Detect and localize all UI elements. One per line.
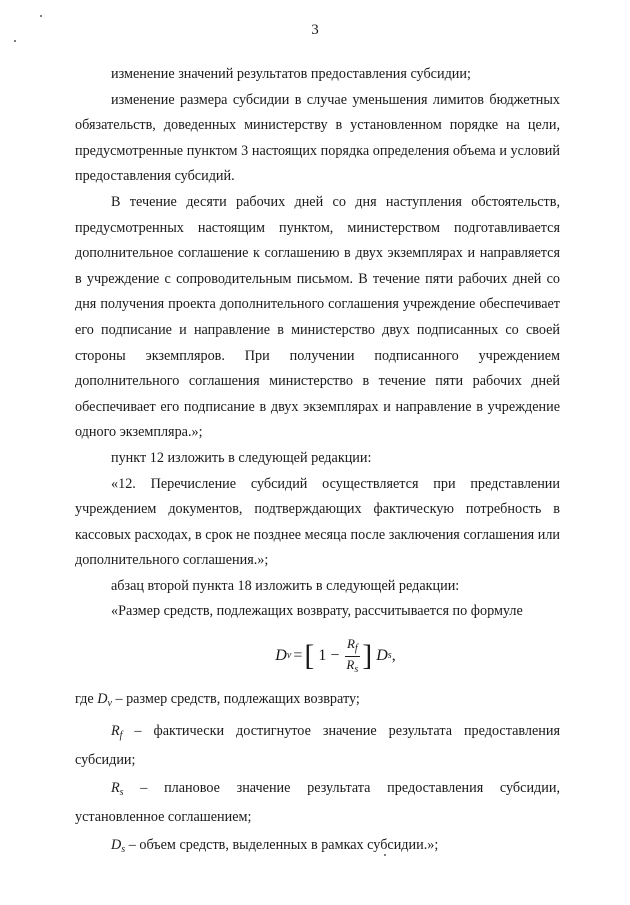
fraction-denominator: $R_s$ [346,656,359,675]
page-number: 3 [311,22,319,38]
formula-one: 1 [318,647,327,665]
formula-rhs: D [376,647,388,665]
refund-formula [111,625,560,687]
paragraph: «12. Перечисление субсидий осуществляется при представлении учреждением документов, подтверждающих фактическую потребность в кассовых расходах, в срок не позднее месяца после заключения соглашения или дополнительного соглашения.»; [75,475,560,569]
left-bracket: [ [304,639,315,673]
fraction-numerator: $R_f$ [345,636,360,657]
scan-speck [14,40,16,42]
formula-lhs-sub: v [286,650,292,662]
formula-rhs-sub: s [387,650,392,662]
paragraph: В течение десяти рабочих дней со дня наступления обстоятельств, предусмотренных настоящим пунктом, министерством подготавливается дополнительное соглашение к соглашению в двух экземплярах и направляется в учреждение с сопроводительным письмом. В течение пяти рабочих дней со дня получения проекта дополнительного соглашения учреждение обеспечивает его подписание и направление в министерство двух подписанных со своей стороны экземпляров. При получении подписанного учреждением дополнительного соглашения министерство в течение пяти рабочих дней обеспечивает его подписание в двух экземплярах и направление в учреждение одного экземпляра.»; [75,193,560,441]
paragraph: пункт 12 изложить в следующей редакции: [111,449,372,466]
paragraph: «Размер средств, подлежащих возврату, рассчитывается по формуле [111,603,523,620]
formula-fraction [344,636,360,677]
paragraph: изменение значений результатов предоставления субсидии; [111,66,471,82]
formula-tail: , [391,647,396,665]
definition-dv: где $D_v$ – размер средств, подлежащих возврату; [75,691,360,710]
formula-lhs: D [275,647,287,665]
scan-speck [40,15,42,17]
definition-rf: $R_f$ – фактически достигнутое значение результата предоставления субсидии; [75,722,560,769]
document-body [75,62,560,863]
definition-ds: $D_s$ – объем средств, выделенных в рамках субсидии.»; [111,837,439,856]
paragraph: абзац второй пункта 18 изложить в следующей редакции: [111,577,460,594]
paragraph: изменение размера субсидии в случае уменьшения лимитов бюджетных обязательств, доведенных министерству в установленном порядке на цели, предусмотренные пунктом 3 настоящих порядка определения объема и условий предоставления субсидий. [75,91,560,185]
formula-minus: − [330,647,340,665]
definition-rs: $R_s$ – плановое значение результата предоставления субсидии, установленное соглашением; [75,779,560,826]
formula-equals: = [293,647,303,665]
right-bracket: ] [362,639,373,673]
